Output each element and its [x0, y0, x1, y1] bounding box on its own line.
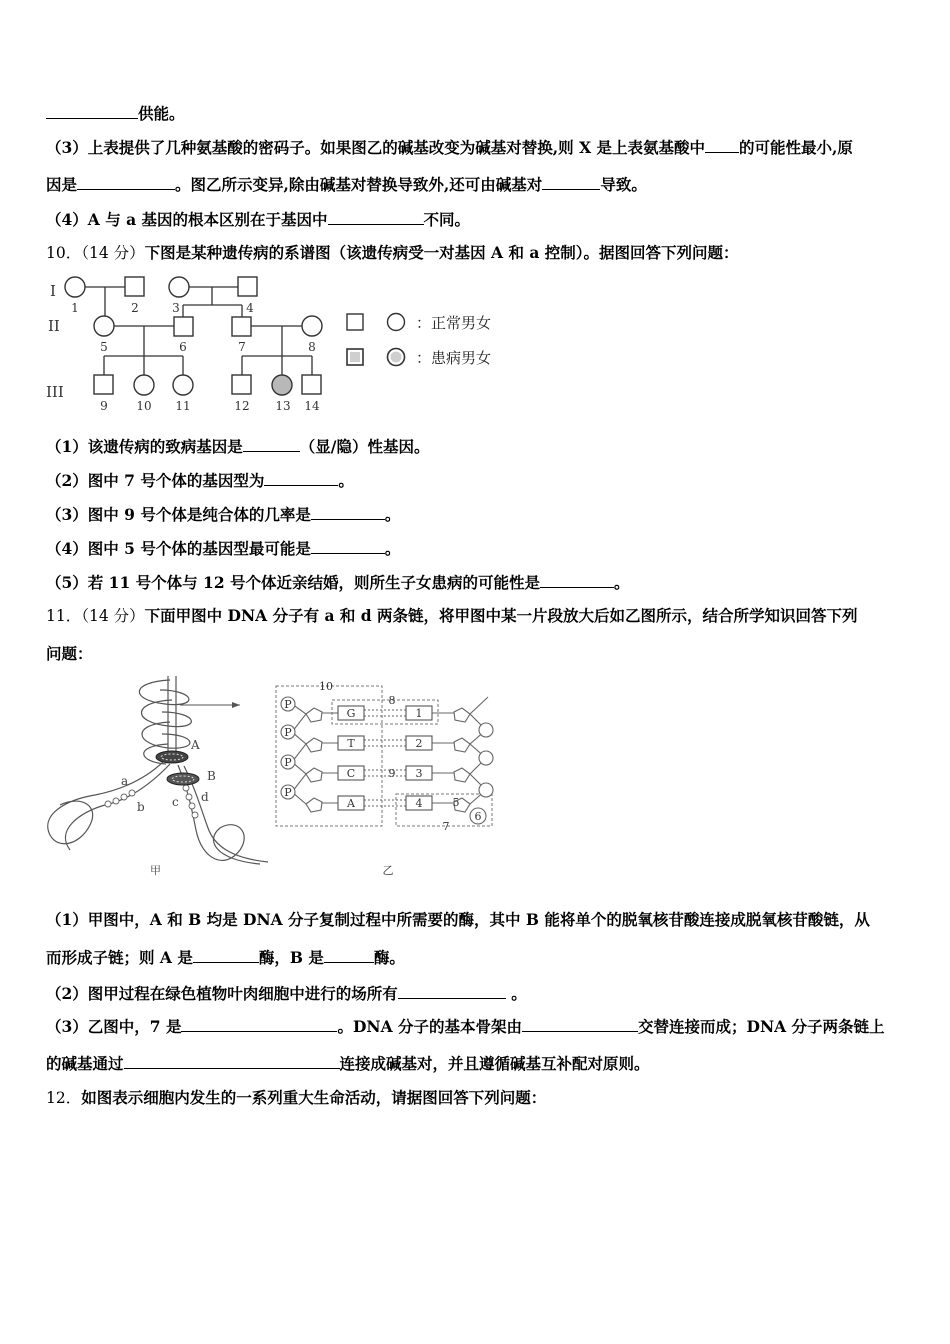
- q11-item-3-line-2: [46, 1053, 650, 1074]
- question-number: 10．: [46, 244, 82, 262]
- id-13: 13: [275, 399, 291, 413]
- base-C: C: [346, 767, 356, 780]
- answer-blank[interactable]: [522, 1016, 638, 1032]
- label-d: d: [201, 790, 209, 804]
- answer-blank[interactable]: [264, 470, 338, 486]
- individual-12-male-normal: [232, 375, 251, 394]
- label-a: a: [121, 774, 129, 788]
- text: 酶。: [373, 948, 405, 967]
- base-4: 4: [415, 797, 423, 810]
- phosphate-label: P: [284, 786, 292, 799]
- text: 的碱基通过: [46, 1054, 124, 1073]
- q11-item-1-line-1: [46, 910, 870, 930]
- answer-blank[interactable]: [193, 947, 259, 963]
- id-10: 10: [136, 399, 152, 413]
- gen-label-1: I: [50, 282, 56, 300]
- text: 。: [614, 573, 630, 592]
- num-6: 6: [474, 810, 482, 823]
- individual-4-male-normal: [238, 277, 257, 296]
- answer-blank[interactable]: [77, 174, 175, 190]
- text: 供能。: [138, 104, 185, 123]
- text: 的可能性最小,原: [739, 138, 853, 157]
- text: 不同。: [423, 210, 471, 229]
- text: （5）若 11 号个体与 12 号个体近亲结婚，则所生子女患病的可能性是: [46, 573, 541, 592]
- label-c: c: [172, 795, 179, 809]
- figure-jia-dna-replication: [40, 668, 280, 880]
- individual-5-female-normal: [94, 316, 114, 336]
- answer-blank[interactable]: [398, 983, 506, 999]
- id-9: 9: [100, 399, 108, 413]
- q10-item-1: [46, 436, 429, 457]
- q11-item-3-line-1: [46, 1016, 885, 1037]
- individual-9-male-normal: [94, 375, 113, 394]
- pedigree-chart: [40, 268, 520, 418]
- individual-8-female-normal: [302, 316, 322, 336]
- base-T: T: [347, 737, 355, 750]
- answer-blank[interactable]: [328, 209, 424, 225]
- individual-10-female-normal: [134, 375, 154, 395]
- text: 因是: [46, 175, 78, 194]
- base-2: 2: [415, 737, 423, 750]
- id-14: 14: [304, 399, 320, 413]
- phosphate-label: P: [284, 726, 292, 739]
- q11-item-2: [46, 983, 527, 1004]
- answer-blank[interactable]: [705, 137, 739, 153]
- id-3: 3: [172, 301, 180, 315]
- id-7: 7: [238, 340, 246, 354]
- figure-yi-dna-structure: [270, 676, 510, 876]
- q10-item-4: [46, 538, 400, 559]
- base-A: A: [347, 797, 355, 810]
- q12-stem: [46, 1088, 546, 1108]
- gen-label-2: II: [48, 317, 60, 335]
- q10-stem: [46, 243, 739, 263]
- q11-item-1-line-2: [46, 947, 405, 968]
- id-11: 11: [175, 399, 191, 413]
- base-1: 1: [415, 707, 423, 720]
- individual-14-male-normal: [302, 375, 321, 394]
- legend-female-normal-icon: [388, 314, 405, 331]
- text: 问题：: [46, 644, 93, 663]
- gen-label-3: III: [46, 383, 64, 401]
- q9-item-3-line-1: [46, 137, 853, 158]
- text: （1）该遗传病的致病基因是: [46, 437, 243, 456]
- answer-blank[interactable]: [311, 504, 385, 520]
- text: （2）图甲过程在绿色植物叶肉细胞中进行的场所有: [46, 984, 398, 1003]
- individual-3-female-normal: [169, 277, 189, 297]
- text: （2）图中 7 号个体的基因型为: [46, 471, 265, 490]
- id-6: 6: [179, 340, 187, 354]
- answer-blank[interactable]: [243, 436, 300, 452]
- text: 而形成子链；则 A 是: [46, 948, 193, 967]
- text: 交替连接而成；DNA 分子两条链上: [638, 1017, 885, 1036]
- individual-11-female-normal: [173, 375, 193, 395]
- id-8: 8: [308, 340, 316, 354]
- num-9: 9: [388, 767, 396, 780]
- q10-item-2: [46, 470, 354, 491]
- text: 连接成碱基对，并且遵循碱基互补配对原则。: [339, 1054, 650, 1073]
- text: 酶，B 是: [258, 948, 324, 967]
- text: （3）上表提供了几种氨基酸的密码子。如果图乙的碱基改变为碱基对替换,则 X 是上表氨基酸中: [46, 138, 706, 157]
- label-B: B: [207, 769, 216, 783]
- text: 。: [384, 505, 401, 524]
- answer-blank[interactable]: [540, 572, 614, 588]
- answer-blank[interactable]: [124, 1053, 340, 1069]
- base-G: G: [346, 707, 356, 720]
- legend-male-normal-icon: [347, 314, 363, 330]
- text: 。: [384, 539, 401, 558]
- text: （1）甲图中，A 和 B 均是 DNA 分子复制过程中所需要的酶，其中 B 能将单个的脱氧核苷酸连接成脱氧核苷酸链，从: [46, 910, 870, 929]
- answer-blank[interactable]: [324, 947, 374, 963]
- question-score: （14 分）: [81, 607, 145, 625]
- question-stem: 如图表示细胞内发生的一系列重大生命活动，请据图回答下列问题：: [81, 1088, 547, 1107]
- id-1: 1: [71, 301, 79, 315]
- q11-stem-line-2: [46, 644, 93, 664]
- base-3: 3: [415, 767, 423, 780]
- id-4: 4: [246, 301, 254, 315]
- text: （显/隐）性基因。: [299, 437, 430, 456]
- id-2: 2: [131, 301, 139, 315]
- individual-7-male-normal: [232, 317, 251, 336]
- question-score: （14 分）: [81, 244, 145, 262]
- q10-item-3: [46, 504, 400, 525]
- label-b: b: [137, 800, 145, 814]
- num-5: 5: [452, 796, 460, 809]
- question-number: 12．: [46, 1089, 82, 1107]
- question-number: 11．: [46, 607, 82, 625]
- q10-item-5: [46, 572, 630, 593]
- answer-blank[interactable]: [542, 174, 600, 190]
- text: （3）乙图中，7 是: [46, 1017, 182, 1036]
- q9-line-0: [46, 103, 185, 124]
- figure-yi-caption: 乙: [382, 864, 394, 876]
- figure-jia-caption: 甲: [150, 864, 161, 877]
- answer-blank[interactable]: [46, 103, 138, 119]
- phosphate-label: P: [284, 698, 292, 711]
- q9-item-3-line-2: [46, 174, 647, 195]
- text: （3）图中 9 号个体是纯合体的几率是: [46, 505, 311, 524]
- individual-1-female-normal: [65, 277, 85, 297]
- text: （4）图中 5 号个体的基因型最可能是: [46, 539, 311, 558]
- label-A: A: [191, 738, 200, 752]
- num-8: 8: [388, 694, 396, 707]
- question-stem: 下图是某种遗传病的系谱图（该遗传病受一对基因 A 和 a 控制）。据图回答下列问题：: [144, 243, 739, 262]
- num-7: 7: [442, 820, 450, 833]
- id-5: 5: [100, 340, 108, 354]
- answer-blank[interactable]: [181, 1016, 337, 1032]
- id-12: 12: [234, 399, 250, 413]
- q11-stem-line-1: [46, 606, 858, 626]
- individual-13-female-affected: [272, 375, 292, 395]
- text: 。: [505, 984, 527, 1003]
- individual-2-male-normal: [125, 277, 144, 296]
- text: 导致。: [600, 175, 647, 194]
- phosphate-label: P: [284, 756, 292, 769]
- answer-blank[interactable]: [311, 538, 385, 554]
- legend-normal-label: ：正常男女: [416, 314, 492, 332]
- text: 。图乙所示变异,除由碱基对替换导致外,还可由碱基对: [175, 175, 543, 194]
- text: 。DNA 分子的基本骨架由: [337, 1017, 523, 1036]
- q9-item-4: [46, 209, 470, 230]
- question-stem: 下面甲图中 DNA 分子有 a 和 d 两条链，将甲图中某一片段放大后如乙图所示，结合所学知识回答下列: [144, 606, 858, 625]
- text: 。: [338, 471, 354, 490]
- text: （4）A 与 a 基因的根本区别在于基因中: [46, 210, 328, 229]
- legend-affected-label: ：患病男女: [416, 349, 492, 367]
- individual-6-male-normal: [174, 317, 193, 336]
- num-10: 10: [319, 680, 333, 693]
